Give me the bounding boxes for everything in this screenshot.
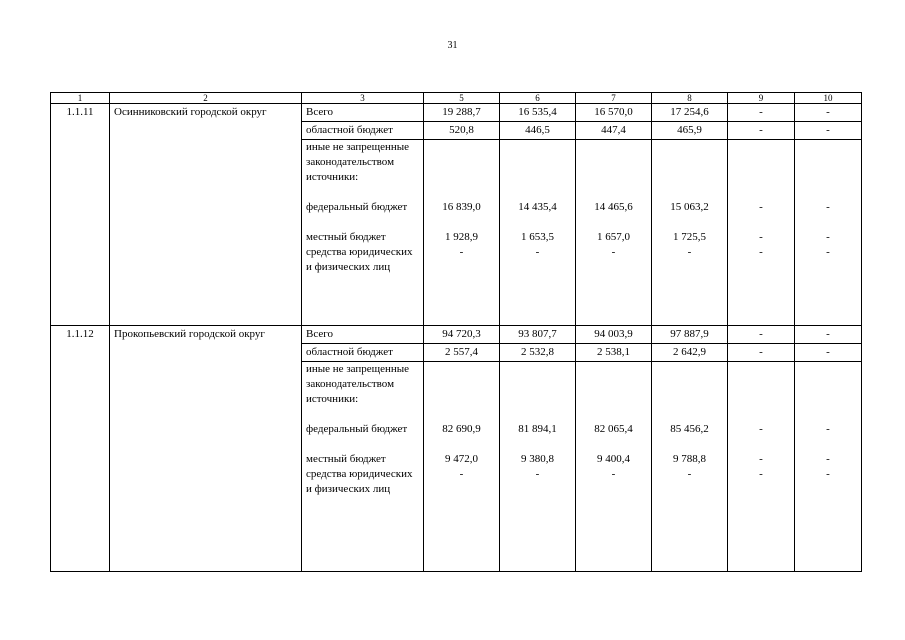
value-cell: 2 642,9 [652, 344, 728, 362]
federal-value: 82 690,9 [442, 423, 481, 435]
column-number: 7 [576, 93, 652, 104]
value-cell: 2 557,4 [424, 344, 500, 362]
value-cell [652, 362, 728, 572]
federal-value: 15 063,2 [670, 201, 709, 213]
value-cell [728, 362, 795, 572]
private-value: - [611, 468, 616, 480]
local-value: 9 400,4 [597, 453, 630, 465]
value-cell: - [728, 344, 795, 362]
value-cell: - [795, 326, 862, 344]
local-value: - [759, 453, 763, 465]
page-number: 31 [447, 40, 458, 51]
private-label: средства юридических и физических лиц [306, 468, 413, 495]
value-cell: 94 720,3 [424, 326, 500, 344]
value-cell [728, 140, 795, 326]
value-cell: 17 254,6 [652, 104, 728, 122]
row-label: областной бюджет [302, 344, 424, 362]
value-cell: 446,5 [500, 122, 576, 140]
private-value: - [687, 246, 692, 258]
value-cell: 93 807,7 [500, 326, 576, 344]
federal-value: - [759, 201, 763, 213]
federal-value: 14 435,4 [518, 201, 557, 213]
value-cell: - [728, 326, 795, 344]
value-cell [500, 140, 576, 326]
value-cell: - [728, 122, 795, 140]
local-value: - [759, 231, 763, 243]
local-label: местный бюджет [306, 453, 386, 465]
local-value: - [826, 453, 830, 465]
private-value: - [826, 468, 830, 480]
budget-table [50, 92, 862, 572]
value-cell [576, 362, 652, 572]
row-label: Всего [302, 326, 424, 344]
column-number: 9 [728, 93, 795, 104]
local-value: - [826, 231, 830, 243]
private-value: - [759, 246, 763, 258]
table-row-total [51, 104, 862, 122]
federal-value: - [826, 201, 830, 213]
column-number: 6 [500, 93, 576, 104]
value-cell: 2 532,8 [500, 344, 576, 362]
local-value: 1 928,9 [445, 231, 478, 243]
private-value: - [459, 468, 464, 480]
entry-name: Прокопьевский городской округ [110, 326, 302, 572]
column-number: 10 [795, 93, 862, 104]
private-value: - [611, 246, 616, 258]
value-cell [424, 362, 500, 572]
sources-label-cell [302, 140, 424, 326]
column-number-row [51, 93, 862, 104]
value-cell: 2 538,1 [576, 344, 652, 362]
column-number: 8 [652, 93, 728, 104]
federal-value: 16 839,0 [442, 201, 481, 213]
column-number: 3 [302, 93, 424, 104]
entry-code: 1.1.12 [51, 326, 110, 572]
federal-label: федеральный бюджет [306, 201, 408, 213]
local-value: 9 788,8 [673, 453, 706, 465]
column-number: 1 [51, 93, 110, 104]
value-cell: 19 288,7 [424, 104, 500, 122]
value-cell [424, 140, 500, 326]
value-cell [795, 362, 862, 572]
value-cell: 447,4 [576, 122, 652, 140]
value-cell: 94 003,9 [576, 326, 652, 344]
value-cell: 97 887,9 [652, 326, 728, 344]
value-cell [795, 140, 862, 326]
federal-value: - [759, 423, 763, 435]
other-sources-label: иные не запрещенные законодательством источники: [306, 363, 410, 405]
private-value: - [687, 468, 692, 480]
local-value: 9 380,8 [521, 453, 554, 465]
value-cell [576, 140, 652, 326]
value-cell: 16 535,4 [500, 104, 576, 122]
column-number: 2 [110, 93, 302, 104]
value-cell [500, 362, 576, 572]
local-value: 1 653,5 [521, 231, 554, 243]
table-row-total [51, 326, 862, 344]
federal-value: 82 065,4 [594, 423, 633, 435]
value-cell: - [795, 104, 862, 122]
private-label: средства юридических и физических лиц [306, 246, 413, 273]
federal-value: 85 456,2 [670, 423, 709, 435]
federal-value: 14 465,6 [594, 201, 633, 213]
private-value: - [535, 468, 540, 480]
value-cell [652, 140, 728, 326]
private-value: - [459, 246, 464, 258]
row-label: областной бюджет [302, 122, 424, 140]
federal-value: - [826, 423, 830, 435]
value-cell: 520,8 [424, 122, 500, 140]
value-cell: 16 570,0 [576, 104, 652, 122]
private-value: - [535, 246, 540, 258]
local-label: местный бюджет [306, 231, 386, 243]
local-value: 1 657,0 [597, 231, 630, 243]
local-value: 1 725,5 [673, 231, 706, 243]
other-sources-label: иные не запрещенные законодательством источники: [306, 141, 410, 183]
federal-label: федеральный бюджет [306, 423, 408, 435]
private-value: - [759, 468, 763, 480]
value-cell: 465,9 [652, 122, 728, 140]
value-cell: - [795, 122, 862, 140]
federal-value: 81 894,1 [518, 423, 557, 435]
row-label: Всего [302, 104, 424, 122]
column-number: 5 [424, 93, 500, 104]
private-value: - [826, 246, 830, 258]
value-cell: - [795, 344, 862, 362]
entry-name: Осинниковский городской округ [110, 104, 302, 326]
local-value: 9 472,0 [445, 453, 478, 465]
sources-label-cell [302, 362, 424, 572]
value-cell: - [728, 104, 795, 122]
entry-code: 1.1.11 [51, 104, 110, 326]
